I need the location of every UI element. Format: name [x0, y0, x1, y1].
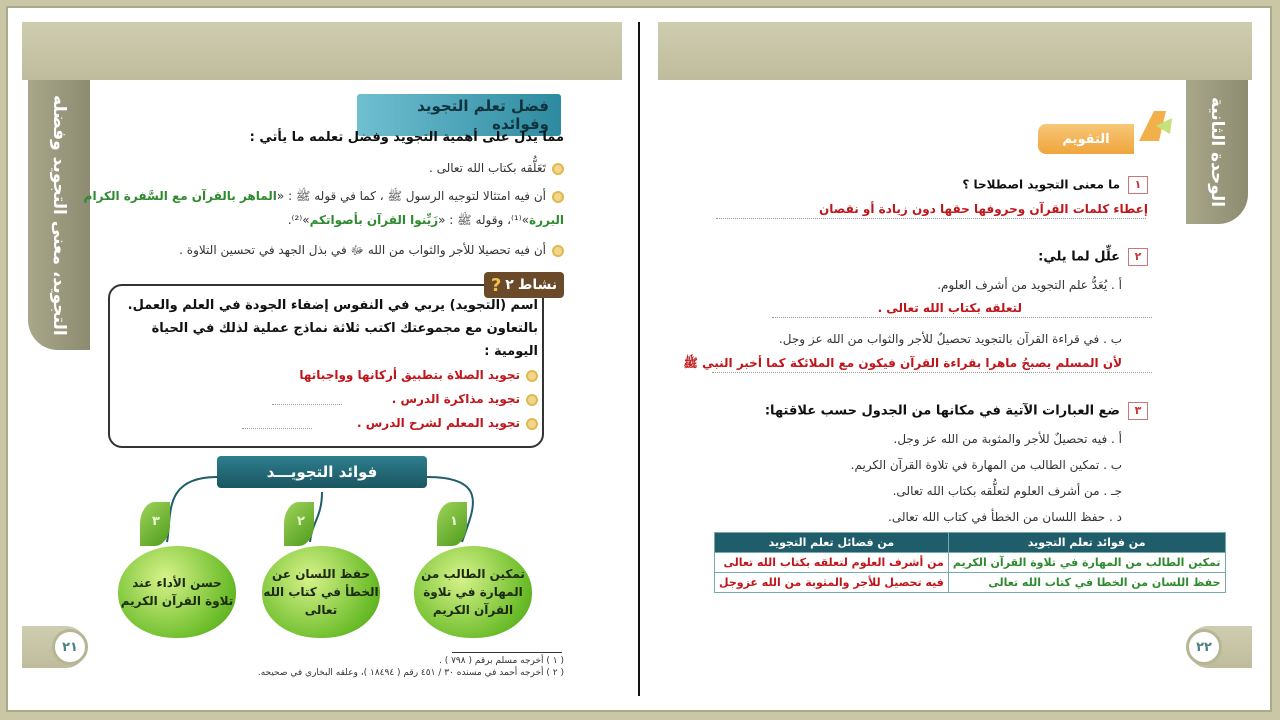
apple-benefit-3: حسن الأداء عند تلاوة القرآن الكريم [118, 546, 236, 638]
question-mark-icon: ? [490, 274, 502, 296]
evaluation-badge: التقويم [1038, 124, 1134, 154]
bullet-icon [552, 245, 564, 257]
benefits-banner: فوائد التجويـــد [217, 456, 427, 488]
intro-text: مما يدل على أهمية التجويد وفضل تعلمه ما يأتي : [249, 130, 564, 145]
answer-dotline [272, 404, 342, 405]
question-2: ٢علِّل لما يلي: [1038, 248, 1148, 266]
table-cell: حفظ اللسان من الخطا في كتاب الله تعالى [948, 573, 1225, 593]
activity-badge: نشاط ٢ ? [484, 272, 564, 298]
activity-line-3: اليومية : [484, 344, 538, 359]
answer-dotline [772, 317, 1152, 318]
left-top-band [22, 22, 622, 80]
point-2: أن فيه امتثالا لتوجيه الرسول ﷺ ، كما في قوله ﷺ : «الماهر بالقرآن مع السَّفرة الكرام [84, 189, 564, 206]
question-2a: أ . يُعَدُّ علم التجويد من أشرف العلوم. [937, 278, 1122, 292]
bullet-icon [552, 163, 564, 175]
activity-answer-2: تجويد مذاكرة الدرس . [392, 392, 538, 406]
pen-book-icon [1134, 106, 1174, 146]
question-3-item-d: د . حفظ اللسان من الخطأ في كتاب الله تعالى. [888, 510, 1122, 524]
answer-1: إعطاء كلمات القرآن وحروفها حقها دون زيادة أو نقصان [819, 202, 1148, 216]
table-cell: تمكين الطالب من المهارة في تلاوة القرآن الكريم [948, 553, 1225, 573]
left-page [22, 22, 622, 696]
point-2-cont: البررة»⁽¹⁾، وقوله ﷺ : «زَيِّنوا القرآن بأصواتكم»⁽²⁾. [287, 213, 564, 227]
bullet-icon [526, 370, 538, 382]
table-header: من فضائل تعلم التجويد [715, 533, 949, 553]
activity-answer-1: تجويد الصلاة بتطبيق أركانها وواجباتها [299, 368, 538, 382]
table-row [715, 573, 1226, 593]
table-header: من فوائد تعلم التجويد [948, 533, 1225, 553]
hadith-2: زَيِّنوا القرآن بأصواتكم [309, 213, 439, 227]
bullet-icon [526, 394, 538, 406]
table-cell: فيه تحصيل للأجر والمثوبة من الله عزوجل [715, 573, 949, 593]
question-3-item-c: جـ . من أشرف العلوم لتعلُّقه بكتاب الله تعالى. [892, 484, 1122, 498]
apple-benefit-2: حفظ اللسان عن الخطأ في كتاب الله تعالى [262, 546, 380, 638]
page-number-left: ٢١ [52, 629, 88, 665]
activity-answer-3: تجويد المعلم لشرح الدرس . [357, 416, 538, 430]
apple-number-2: ٢ [297, 514, 305, 529]
section-heading: فضل تعلم التجويد وفوائده [357, 94, 561, 136]
left-side-tab: التجويد، معنى التجويد وفضله [28, 80, 90, 350]
footnote-1: ( ١ ) أخرجه مسلم برقم ( ٧٩٨ ) . [438, 656, 564, 666]
footnote-2: ( ٢ ) أخرجه أحمد في مسنده ٣٠ / ٤٥١ رقم ( ١٨٤٩٤ )، وعلقه البخاري في صحيحه. [257, 668, 564, 678]
answer-2b: لأن المسلم يصبحُ ماهرا بقراءة القرآن فيكون مع الملائكة كما أخبر النبي ﷺ [683, 356, 1122, 370]
point-3: أن فيه تحصيلا للأجر والثواب من الله ﷻ في بذل الجهد في تحسين التلاوة . [179, 243, 564, 260]
page-divider [638, 22, 640, 696]
bullet-icon [552, 191, 564, 203]
question-2b: ب . في قراءة القرآن بالتجويد تحصيلٌ للأجر والثواب من الله عز وجل. [778, 332, 1122, 346]
answer-dotline [712, 372, 1152, 373]
apple-benefit-1: تمكين الطالب من المهارة في تلاوة القرآن الكريم [414, 546, 532, 638]
page-number-right: ٢٢ [1186, 629, 1222, 665]
table-row [715, 553, 1226, 573]
activity-line-1: اسم (التجويد) يربي في النفوس إضفاء الجودة في العلم والعمل. [127, 298, 538, 313]
point-1: تَعَلُّقه بكتاب الله تعالى . [429, 161, 564, 175]
table-cell: من أشرف العلوم لتعلقه بكتاب الله تعالى [715, 553, 949, 573]
question-3-item-a: أ . فيه تحصيلٌ للأجر والمثوبة من الله عز وجل. [893, 432, 1122, 446]
answer-dotline [716, 218, 1146, 219]
bullet-icon [526, 418, 538, 430]
hadith-1: الماهر بالقرآن مع السَّفرة الكرام [83, 189, 277, 203]
apple-number-1: ١ [450, 514, 458, 529]
question-3-item-b: ب . تمكين الطالب من المهارة في تلاوة القرآن الكريم. [850, 458, 1122, 472]
apple-number-3: ٣ [152, 514, 160, 529]
footnote-rule [452, 652, 562, 653]
right-side-tab: الوحدة الثانية [1186, 80, 1248, 224]
right-page [652, 22, 1252, 696]
question-3: ٣ضع العبارات الآتية في مكانها من الجدول حسب علاقتها: [765, 402, 1148, 420]
activity-line-2: بالتعاون مع مجموعتك اكتب ثلاثة نماذج عملية لذلك في الحياة [151, 321, 538, 336]
right-top-band [658, 22, 1252, 80]
table-header-row [715, 533, 1226, 553]
answer-2a: لتعلقه بكتاب الله تعالى . [877, 301, 1022, 315]
answers-table [714, 532, 1226, 593]
answer-dotline [242, 428, 312, 429]
question-1: ١ما معنى التجويد اصطلاحا ؟ [962, 176, 1148, 194]
